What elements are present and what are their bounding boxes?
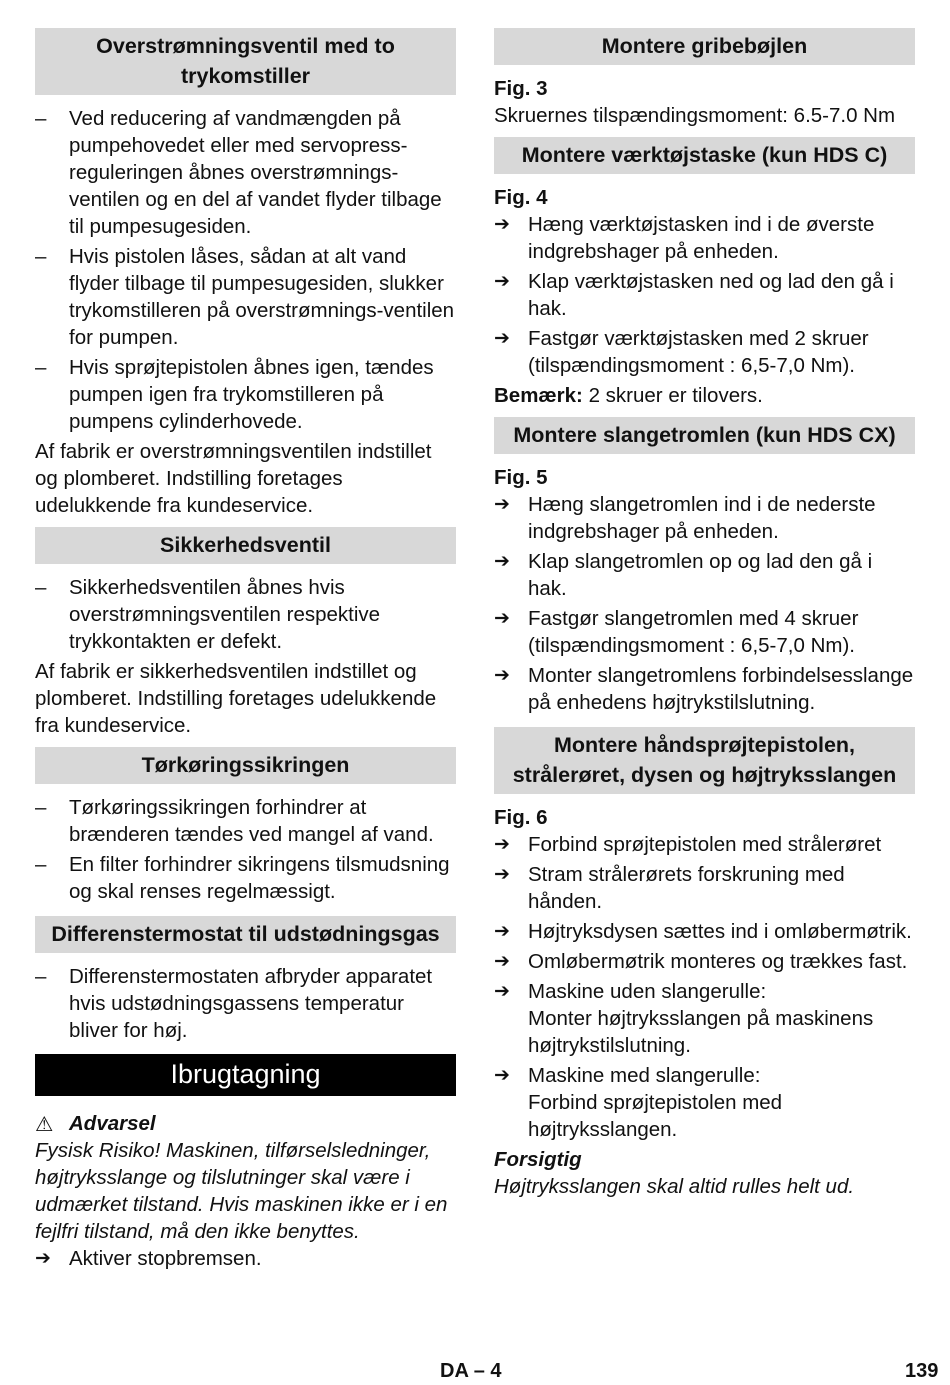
caution-label: Forsigtig [494,1148,582,1171]
right-column [494,28,915,1200]
warning-triangle-icon: ⚠ [35,1113,54,1136]
step-item: ➔ Klap slangetromlen op og lad den gå i hak. [494,550,873,600]
dash-icon: – [35,576,47,599]
section-heading: Sikkerhedsventil [35,527,456,564]
step-item: ➔ Klap værktøjstasken ned og lad den gå i hak. [494,270,894,320]
step-item: ➔ Forbind sprøjtepistolen med strålerøret [494,833,882,856]
dash-icon: – [35,965,47,988]
section-heading: Montere gribebøjlen [494,28,915,65]
section-heading: Differenstermostat til udstødningsgas [35,916,456,953]
page-number: 139 [905,1360,939,1382]
arrow-right-icon: ➔ [494,864,510,885]
footer-section: DA – 4 [440,1360,502,1382]
left-column [35,28,456,1275]
list-item: – Sikkerhedsventilen åbnes hvis overstrømningsventilen respektive trykkontakten er defekt. [35,576,381,653]
chapter-heading: Ibrugtagning [35,1054,456,1096]
dash-icon: – [35,107,47,130]
section-heading: Montere håndsprøjtepistolen, strålerøret, dysen og højtryksslangen [494,727,915,794]
arrow-right-icon: ➔ [494,271,510,292]
step-item: ➔ Fastgør slangetromlen med 4 skruer (tilspændingsmoment : 6,5-7,0 Nm). [494,607,859,657]
list-item: – Tørkøringssikringen forhindrer at brænderen tændes ved mangel af vand. [35,796,434,846]
arrow-right-icon: ➔ [494,328,510,349]
list-item: – Hvis pistolen låses, sådan at alt vand flyder tilbage til pumpesugesiden, slukker trykomstilleren på overstrømnings-ventilen for pumpen. [35,245,455,349]
step-item: ➔ Maskine uden slangerulle: Monter højtryksslangen på maskinens højtrykstilslutning. [494,980,874,1057]
section-heading: Montere værktøjstaske (kun HDS C) [494,137,915,174]
step-item: ➔ Monter slangetromlens forbindelsesslange på enhedens højtrykstilslutning. [494,664,914,714]
step-item: ➔ Højtryksdysen sættes ind i omløbermøtrik. [494,920,912,943]
arrow-right-icon: ➔ [494,834,510,855]
note: Bemærk: 2 skruer er tilovers. [494,384,763,407]
section-heading: Tørkøringssikringen [35,747,456,784]
arrow-right-icon: ➔ [494,551,510,572]
step-item: ➔ Maskine med slangerulle: Forbind sprøjtepistolen med højtryksslangen. [494,1064,783,1141]
arrow-right-icon: ➔ [494,608,510,629]
arrow-right-icon: ➔ [494,214,510,235]
dash-icon: – [35,356,47,379]
dash-icon: – [35,796,47,819]
list-item: – Hvis sprøjtepistolen åbnes igen, tændes pumpen igen fra trykomstilleren på pumpens cylinderhovede. [35,356,434,433]
dash-icon: – [35,245,47,268]
arrow-right-icon: ➔ [35,1248,51,1269]
figure-ref: Fig. 5 [494,466,548,489]
list-item: – Differenstermostaten afbryder apparatet hvis udstødningsgassens temperatur bliver for høj. [35,965,433,1042]
figure-ref: Fig. 6 [494,806,548,829]
section-heading: Overstrømningsventil med to trykomstiller [35,28,456,95]
step-item: ➔ Fastgør værktøjstasken med 2 skruer (tilspændingsmoment : 6,5-7,0 Nm). [494,327,869,377]
arrow-right-icon: ➔ [494,665,510,686]
list-item: – Ved reducering af vandmængden på pumpehovedet eller med servopress-reguleringen åbnes overstrømnings-ventilen og en del af vandet flyder tilbage til pumpesugesiden. [35,107,442,238]
arrow-right-icon: ➔ [494,981,510,1002]
arrow-right-icon: ➔ [494,921,510,942]
dash-icon: – [35,853,47,876]
paragraph: Af fabrik er sikkerhedsventilen indstillet og plomberet. Indstilling foretages udelukkende fra kundeservice. [35,660,437,737]
step-item: ➔ Stram strålerørets forskruning med hånden. [494,863,845,913]
step-item: ➔ Aktiver stopbremsen. [35,1247,262,1270]
list-item: – En filter forhindrer sikringens tilsmudsning og skal renses regelmæssigt. [35,853,450,903]
warning-text: Fysisk Risiko! Maskinen, tilførselsledninger, højtryksslange og tilslutninger skal være i udmærket tilstand. Hvis maskinen ikke er i en fejlfri tilstand, må den ikke benyttes. [35,1139,448,1243]
paragraph: Skruernes tilspændingsmoment: 6.5-7.0 Nm [494,104,896,127]
arrow-right-icon: ➔ [494,951,510,972]
warning-label: ⚠ Advarsel [35,1112,156,1136]
arrow-right-icon: ➔ [494,1065,510,1086]
paragraph: Af fabrik er overstrømningsventilen indstillet og plomberet. Indstilling foretages udelukkende fra kundeservice. [35,440,432,517]
step-item: ➔ Hæng værktøjstasken ind i de øverste indgrebshager på enheden. [494,213,875,263]
section-heading: Montere slangetromlen (kun HDS CX) [494,417,915,454]
step-item: ➔ Omløbermøtrik monteres og trækkes fast. [494,950,908,973]
figure-ref: Fig. 3 [494,77,548,100]
caution-text: Højtryksslangen skal altid rulles helt ud. [494,1175,855,1198]
step-item: ➔ Hæng slangetromlen ind i de nederste indgrebshager på enheden. [494,493,876,543]
figure-ref: Fig. 4 [494,186,548,209]
arrow-right-icon: ➔ [494,494,510,515]
